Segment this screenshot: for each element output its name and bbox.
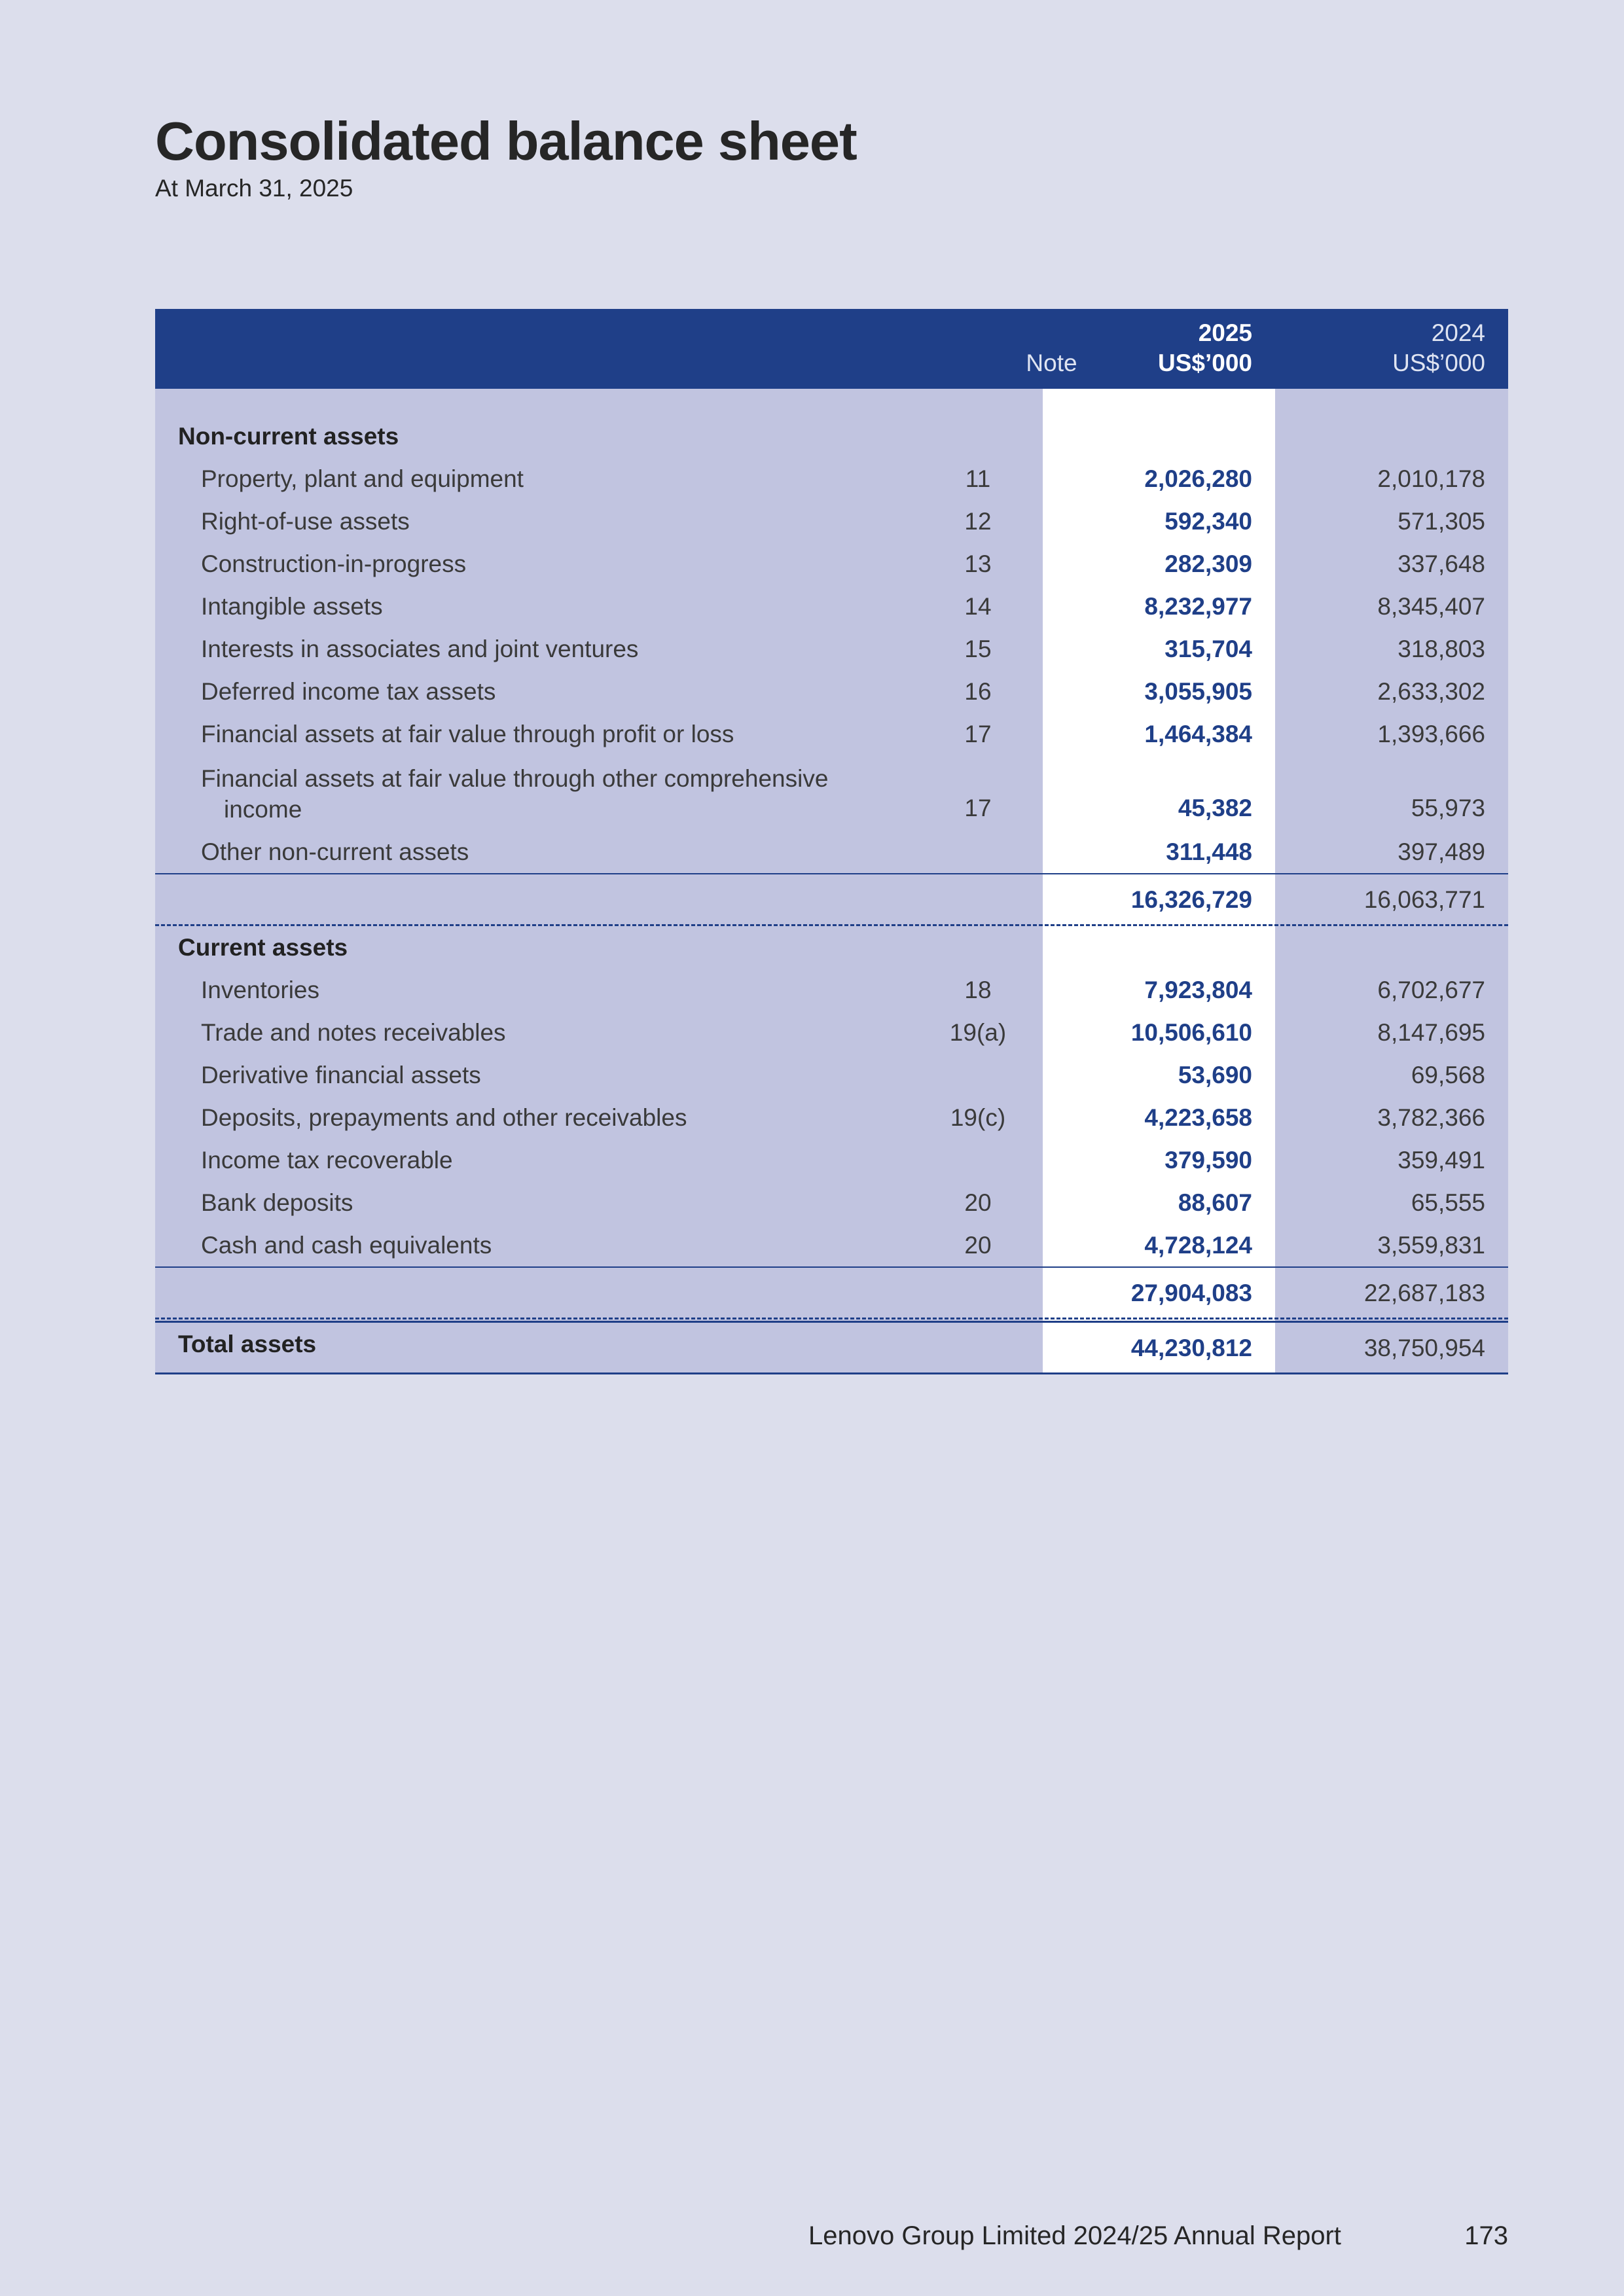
table-row — [155, 628, 1508, 670]
table-row — [155, 500, 1508, 543]
subtotal-row-non-current — [155, 874, 1508, 924]
row-value-2025: 53,690 — [1178, 1062, 1252, 1088]
row-note: 20 — [964, 1232, 992, 1259]
row-label: Financial assets at fair value through profit or loss — [201, 721, 734, 747]
table-row — [155, 969, 1508, 1011]
row-note: 14 — [964, 593, 992, 620]
table-body — [155, 389, 1508, 1374]
total-2024: 38,750,954 — [1363, 1335, 1485, 1361]
total-label: Total assets — [178, 1331, 317, 1357]
header-year-2024: 2024 — [1431, 319, 1485, 346]
table-row — [155, 1011, 1508, 1054]
row-value-2024: 397,489 — [1398, 838, 1485, 865]
row-value-2024: 2,633,302 — [1377, 678, 1485, 705]
table-row — [155, 670, 1508, 713]
table-row — [155, 457, 1508, 500]
row-note: 17 — [964, 721, 992, 747]
header-unit-2024: US$’000 — [1392, 350, 1485, 376]
row-value-2025: 45,382 — [1178, 795, 1252, 821]
row-note: 13 — [964, 550, 992, 577]
row-value-2025: 88,607 — [1178, 1189, 1252, 1216]
row-value-2025: 7,923,804 — [1144, 977, 1252, 1003]
footer-report-title: Lenovo Group Limited 2024/25 Annual Report — [808, 2221, 1341, 2250]
row-label: Right-of-use assets — [201, 508, 410, 535]
row-value-2025: 282,309 — [1164, 550, 1252, 577]
row-value-2024: 571,305 — [1398, 508, 1485, 535]
header-note: Note — [1026, 350, 1077, 376]
row-label — [201, 763, 828, 825]
row-label-line2: income — [224, 796, 302, 823]
section-title-current: Current assets — [178, 934, 348, 961]
row-value-2024: 65,555 — [1411, 1189, 1485, 1216]
table-row — [155, 1139, 1508, 1181]
total-2025: 44,230,812 — [1130, 1335, 1252, 1361]
row-label: Property, plant and equipment — [201, 465, 524, 492]
row-label: Deferred income tax assets — [201, 678, 496, 705]
row-note: 11 — [965, 465, 991, 492]
header-2024 — [1276, 318, 1485, 378]
row-value-2025: 592,340 — [1164, 508, 1252, 535]
row-value-2024: 8,147,695 — [1377, 1019, 1485, 1046]
table-header — [155, 309, 1508, 389]
total-rule — [155, 1318, 1508, 1323]
row-value-2025: 8,232,977 — [1144, 593, 1252, 620]
row-label: Interests in associates and joint ventures — [201, 636, 639, 662]
row-note: 12 — [964, 508, 992, 535]
row-label: Bank deposits — [201, 1189, 353, 1216]
row-label: Intangible assets — [201, 593, 383, 620]
row-value-2024: 69,568 — [1411, 1062, 1485, 1088]
row-note: 16 — [964, 678, 992, 705]
row-label: Income tax recoverable — [201, 1147, 453, 1174]
section-heading-row — [155, 926, 1508, 969]
table-row — [155, 1054, 1508, 1096]
row-note: 19(a) — [949, 1019, 1007, 1046]
row-value-2024: 55,973 — [1411, 795, 1485, 821]
row-value-2025: 10,506,610 — [1130, 1019, 1252, 1046]
header-unit-2025: US$’000 — [1158, 350, 1252, 376]
subtotal-2025: 27,904,083 — [1130, 1280, 1252, 1306]
subtotal-2025: 16,326,729 — [1130, 886, 1252, 913]
row-label: Trade and notes receivables — [201, 1019, 506, 1046]
row-value-2025: 1,464,384 — [1144, 721, 1252, 747]
row-value-2024: 337,648 — [1398, 550, 1485, 577]
section-heading-row — [155, 415, 1508, 457]
balance-sheet-table — [155, 309, 1508, 1374]
table-row — [155, 543, 1508, 585]
section-title-non-current: Non-current assets — [178, 423, 399, 450]
row-value-2024: 8,345,407 — [1377, 593, 1485, 620]
row-value-2024: 2,010,178 — [1377, 465, 1485, 492]
row-value-2024: 1,393,666 — [1377, 721, 1485, 747]
row-label: Cash and cash equivalents — [201, 1232, 492, 1259]
row-label-line1: Financial assets at fair value through other comprehensive — [201, 765, 829, 792]
row-value-2025: 315,704 — [1164, 636, 1252, 662]
row-note: 17 — [964, 795, 992, 821]
table-row — [155, 1224, 1508, 1266]
table-row — [155, 1096, 1508, 1139]
table-row — [155, 713, 1508, 755]
subtotal-row-current — [155, 1268, 1508, 1318]
subtotal-2024: 16,063,771 — [1363, 886, 1485, 913]
page-number: 173 — [1464, 2221, 1508, 2250]
table-row — [155, 1181, 1508, 1224]
row-label: Inventories — [201, 977, 319, 1003]
row-label: Construction-in-progress — [201, 550, 467, 577]
row-value-2025: 379,590 — [1164, 1147, 1252, 1174]
row-value-2025: 4,728,124 — [1144, 1232, 1252, 1259]
row-value-2024: 3,782,366 — [1377, 1104, 1485, 1131]
row-value-2024: 3,559,831 — [1377, 1232, 1485, 1259]
row-note: 18 — [964, 977, 992, 1003]
row-label: Derivative financial assets — [201, 1062, 481, 1088]
table-row — [155, 755, 1508, 831]
header-year-2025: 2025 — [1198, 319, 1252, 346]
row-note: 20 — [964, 1189, 992, 1216]
row-value-2025: 3,055,905 — [1144, 678, 1252, 705]
row-label: Deposits, prepayments and other receivables — [201, 1104, 687, 1131]
total-row — [155, 1323, 1508, 1372]
row-value-2024: 6,702,677 — [1377, 977, 1485, 1003]
row-value-2024: 359,491 — [1398, 1147, 1485, 1174]
row-note: 19(c) — [950, 1104, 1006, 1131]
header-2025 — [1043, 318, 1252, 378]
page-subtitle: At March 31, 2025 — [155, 175, 353, 202]
row-value-2025: 2,026,280 — [1144, 465, 1252, 492]
table-row — [155, 585, 1508, 628]
row-value-2025: 4,223,658 — [1144, 1104, 1252, 1131]
row-value-2024: 318,803 — [1398, 636, 1485, 662]
subtotal-2024: 22,687,183 — [1363, 1280, 1485, 1306]
row-note: 15 — [964, 636, 992, 662]
table-bottom-rule — [155, 1372, 1508, 1374]
row-label: Other non-current assets — [201, 838, 469, 865]
table-row — [155, 831, 1508, 873]
page-title: Consolidated balance sheet — [155, 111, 857, 171]
row-value-2025: 311,448 — [1166, 838, 1252, 865]
